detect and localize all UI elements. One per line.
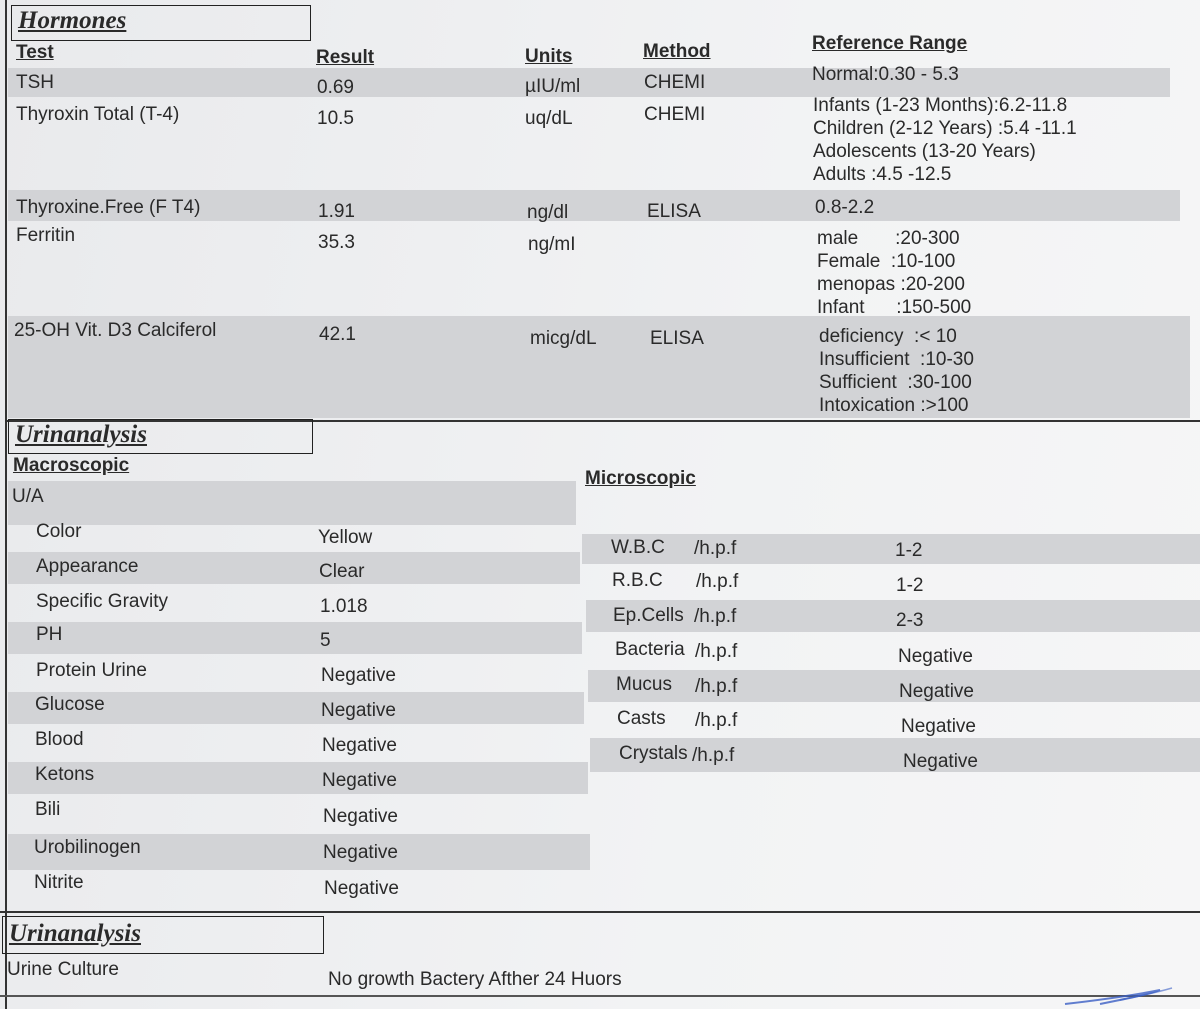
reference-line: Intoxication :>100 bbox=[819, 395, 969, 416]
list-item-unit: /h.p.f bbox=[692, 745, 735, 766]
reference-line: Adults :4.5 -12.5 bbox=[813, 164, 952, 185]
list-item-label: Appearance bbox=[36, 556, 139, 577]
table-row-method: CHEMI bbox=[644, 104, 706, 125]
table-row-units: micg/dL bbox=[530, 328, 597, 349]
list-item-label: Ep.Cells bbox=[613, 605, 684, 626]
list-item-label: Bacteria bbox=[615, 639, 685, 660]
ua-group-label: U/A bbox=[12, 486, 44, 507]
list-item-value: Negative bbox=[324, 878, 399, 899]
list-item-label: Bili bbox=[35, 799, 61, 820]
row-band bbox=[8, 481, 576, 525]
table-row-reference bbox=[815, 196, 874, 219]
table-row-units: uq/dL bbox=[525, 108, 573, 129]
list-item-label: R.B.C bbox=[612, 570, 663, 591]
list-item-value: Negative bbox=[901, 716, 976, 737]
list-item-value: Negative bbox=[899, 681, 974, 702]
list-item-label: Ketons bbox=[35, 764, 95, 785]
header-reference-range: Reference Range bbox=[812, 33, 968, 54]
list-item-label: Glucose bbox=[35, 694, 105, 715]
list-item-value: 5 bbox=[320, 630, 331, 651]
table-row-result: 1.91 bbox=[318, 201, 355, 222]
row-band bbox=[8, 762, 588, 794]
microscopic-heading: Microscopic bbox=[585, 468, 696, 489]
row-band-tsh bbox=[8, 68, 1170, 97]
list-item-value: Negative bbox=[321, 700, 396, 721]
list-item-value: Negative bbox=[903, 751, 978, 772]
section-divider bbox=[0, 911, 1200, 913]
list-item-value: Negative bbox=[898, 646, 973, 667]
table-row-reference bbox=[812, 63, 959, 86]
left-border bbox=[5, 0, 7, 1009]
header-method: Method bbox=[643, 41, 711, 62]
table-row-test: TSH bbox=[16, 72, 54, 93]
table-row-test: 25-OH Vit. D3 Calciferol bbox=[14, 320, 217, 341]
table-row-result: 0.69 bbox=[317, 77, 354, 98]
table-row-test: Ferritin bbox=[16, 225, 76, 246]
reference-line: 0.8-2.2 bbox=[815, 197, 875, 218]
reference-line: menopas :20-200 bbox=[817, 274, 965, 295]
row-band bbox=[582, 534, 1200, 564]
row-band bbox=[588, 670, 1200, 702]
macroscopic-heading: Macroscopic bbox=[13, 455, 130, 476]
culture-result: No growth Bactery Afther 24 Huors bbox=[328, 969, 622, 990]
list-item-unit: /h.p.f bbox=[695, 676, 738, 697]
list-item-unit: /h.p.f bbox=[696, 571, 739, 592]
table-row-method: ELISA bbox=[650, 328, 704, 349]
bottom-divider bbox=[0, 995, 1200, 997]
list-item-unit: /h.p.f bbox=[694, 606, 737, 627]
table-row-units: ng/mI bbox=[528, 234, 576, 255]
list-item-value: Negative bbox=[323, 806, 398, 827]
list-item-label: Specific Gravity bbox=[36, 591, 168, 612]
table-row-units: ng/dl bbox=[527, 202, 569, 223]
reference-line: Normal:0.30 - 5.3 bbox=[812, 64, 959, 85]
list-item-label: Protein Urine bbox=[36, 660, 147, 681]
list-item-value: 1-2 bbox=[895, 540, 923, 561]
signature-mark bbox=[1060, 982, 1180, 1009]
reference-line: Insufficient :10-30 bbox=[819, 349, 974, 370]
table-row-reference bbox=[819, 325, 974, 417]
reference-line: Female :10-100 bbox=[817, 251, 956, 272]
list-item-unit: /h.p.f bbox=[695, 710, 738, 731]
header-test: Test bbox=[16, 42, 54, 63]
table-row-units: µIU/ml bbox=[525, 76, 581, 97]
list-item-unit: /h.p.f bbox=[694, 538, 737, 559]
row-band bbox=[8, 622, 582, 654]
table-row-result: 35.3 bbox=[318, 232, 355, 253]
list-item-value: Clear bbox=[319, 561, 365, 582]
table-row-result: 10.5 bbox=[317, 108, 354, 129]
list-item-label: Casts bbox=[617, 708, 666, 729]
header-units: Units bbox=[525, 46, 573, 67]
reference-line: Adolescents (13-20 Years) bbox=[813, 141, 1036, 162]
reference-line: Infant :150-500 bbox=[817, 297, 972, 318]
list-item-value: Negative bbox=[323, 842, 398, 863]
table-row-test: Thyroxin Total (T-4) bbox=[16, 104, 180, 125]
table-row-reference bbox=[817, 227, 971, 319]
reference-line: deficiency :< 10 bbox=[819, 326, 957, 347]
header-result: Result bbox=[316, 47, 375, 68]
list-item-label: W.B.C bbox=[611, 537, 665, 558]
table-row-reference bbox=[813, 94, 1077, 186]
list-item-value: 1.018 bbox=[320, 596, 368, 617]
list-item-unit: /h.p.f bbox=[695, 641, 738, 662]
list-item-label: Color bbox=[36, 521, 82, 542]
hormones-title: Hormones bbox=[11, 5, 311, 41]
reference-line: Sufficient :30-100 bbox=[819, 372, 972, 393]
table-row-result: 42.1 bbox=[319, 324, 356, 345]
list-item-value: Negative bbox=[321, 665, 396, 686]
culture-title: Urinanalysis bbox=[2, 916, 324, 954]
reference-line: male :20-300 bbox=[817, 228, 960, 249]
list-item-label: PH bbox=[36, 624, 63, 645]
list-item-value: Negative bbox=[322, 770, 397, 791]
reference-line: Infants (1-23 Months):6.2-11.8 bbox=[813, 95, 1068, 116]
list-item-value: 2-3 bbox=[896, 610, 924, 631]
list-item-value: Negative bbox=[322, 735, 397, 756]
table-row-method: ELISA bbox=[647, 201, 701, 222]
list-item-label: Urobilinogen bbox=[34, 837, 141, 858]
urinalysis-title: Urinanalysis bbox=[8, 419, 313, 454]
culture-label: Urine Culture bbox=[7, 959, 119, 980]
table-row-method: CHEMI bbox=[644, 72, 706, 93]
list-item-label: Mucus bbox=[616, 674, 672, 695]
list-item-label: Blood bbox=[35, 729, 84, 750]
list-item-value: 1-2 bbox=[896, 575, 924, 596]
list-item-label: Nitrite bbox=[34, 872, 84, 893]
reference-line: Children (2-12 Years) :5.4 -11.1 bbox=[813, 118, 1077, 139]
list-item-value: Yellow bbox=[318, 527, 373, 548]
list-item-label: Crystals bbox=[619, 743, 688, 764]
table-row-test: Thyroxine.Free (F T4) bbox=[16, 197, 201, 218]
